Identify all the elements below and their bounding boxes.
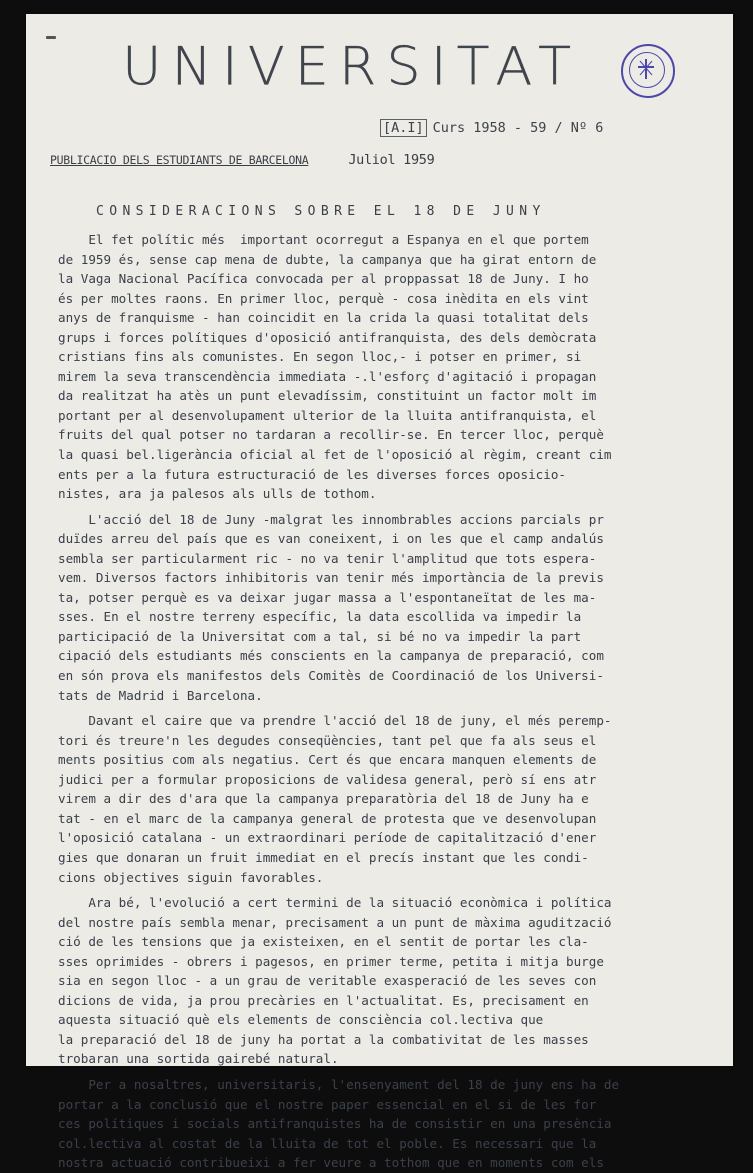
text-line: nostra actuació contribueixi a fer veure a tothom que en moments com els [58,1155,604,1171]
publication-label: PUBLICACIO DELS ESTUDIANTS DE BARCELONA [50,153,309,167]
text-line: sses. En el nostre terreny específic, la data escollida va impedir la [58,609,582,625]
text-line: ents per a la futura estructuració de les diverses forces oposicio- [58,466,566,482]
text-line: és per moltes raons. En primer lloc, perquè - cosa inèdita en els vint [58,290,589,306]
text-line: anys de franquisme - han coincidit en la crida la quasi totalitat dels [58,310,589,326]
text-line: virem a dir des d'ara que la campanya preparatòria del 18 de Juny ha e [58,791,589,807]
text-line: cristians fins als comunistes. En segon lloc,- i potser en primer, si [58,349,582,365]
article-paragraph [58,230,723,504]
text-line: dicions de vida, ja prou precàries en l'actualitat. Es, precisament en [58,992,589,1008]
corner-mark [46,36,56,39]
text-line: sembla ser particularment ric - no va tenir l'amplitud que tots espera- [58,550,597,566]
text-line: duïdes arreu del país que es van coneixent, i on les que el camp andalús [58,531,604,547]
text-line: ta, potser perquè es va deixar jugar massa a l'espontaneïtat de les ma- [58,589,597,605]
article-paragraph [58,1075,723,1173]
text-line: participació de la Universitat com a tal, si bé no va impedir la part [58,628,582,644]
text-line: portar a la conclusió que el nostre paper essencial en el si de les for [58,1096,597,1112]
text-line: tori és treure'n les degudes conseqüències, tant pel que fa als seus el [58,732,597,748]
text-line: L'acció del 18 de Juny -malgrat les innombrables accions parcials pr [58,511,604,527]
text-line: l'oposició catalana - un extraordinari període de capitalització d'ener [58,830,597,846]
text-line: ces polítiques i socials antifranquistes ha de consistir en una presència [58,1116,612,1132]
text-line: la quasi bel.ligerància oficial al fet de l'oposició al règim, creant cim [58,447,612,463]
text-line: Davant el caire que va prendre l'acció del 18 de juny, el més peremp- [58,713,612,729]
issue-tag: [A.I] [380,119,427,137]
publication-line [50,152,434,168]
text-line: cipació dels estudiants més conscients en la campanya de preparació, com [58,648,604,664]
article-paragraph [58,711,723,887]
text-line: de 1959 és, sense cap mena de dubte, la campanya que ha girat entorn de [58,251,597,267]
text-line: Ara bé, l'evolució a cert termini de la situació econòmica i política [58,895,612,911]
text-line: nistes, ara ja palesos als ulls de tothom. [58,486,377,502]
text-line: grups i forces polítiques d'oposició antifranquista, des dels demòcrata [58,329,597,345]
text-line: Per a nosaltres, universitaris, l'ensenyament del 18 de juny ens ha de [58,1076,620,1092]
text-line: la Vaga Nacional Pacífica convocada per al proppassat 18 de Juny. I ho [58,271,589,287]
document-page [26,14,733,1171]
text-line: El fet polític més important ocorregut a Espanya en el que portem [58,232,589,247]
text-line: tat - en el marc de la campanya general de protesta que ve desenvolupan [58,810,597,826]
text-line: aquesta situació què els elements de consciència col.lectiva que [58,1012,544,1028]
text-line: vem. Diversos factors inhibitoris van tenir més importància de la previs [58,570,604,586]
text-line: portant per al desenvolupament ulterior de la lluita antifranquista, el [58,407,597,423]
text-line: gies que donaran un fruit immediat en el precís instant que les condi- [58,849,589,865]
text-line: del nostre país sembla menar, precisament a un punt de màxima agudització [58,914,612,930]
text-line: en són prova els manifestos dels Comitès de Coordinació de los Universi- [58,668,604,684]
text-line: ments positius com als negatius. Cert és que encara manquen elements de [58,752,597,768]
text-line: ció de les tensions que ja existeixen, en el sentit de portar les cla- [58,934,589,950]
text-line: trobaran una sortida gairebé natural. [58,1051,339,1067]
text-line: judici per a formular proposicions de validesa general, però sí ens atr [58,771,597,787]
text-line: cions objectives siguin favorables. [58,869,324,885]
article-paragraph [58,510,723,705]
text-line: fruits del qual potser no tardaran a recollir-se. En tercer lloc, perquè [58,427,604,443]
issue-date: Juliol 1959 [348,152,435,168]
text-line: sses oprimides - obrers i pagesos, en primer terme, petita i mitja burge [58,953,604,969]
text-line: la preparació del 18 de juny ha portat a la combativitat de les masses [58,1031,589,1047]
article-paragraph [58,893,723,1069]
text-line: tats de Madrid i Barcelona. [58,687,263,703]
article-body [58,230,723,1173]
masthead-title: UNIVERSITAT [122,35,582,98]
issue-info [380,120,603,136]
text-line: da realitzat ha atès un punt elevadíssim, constituint un factor molt im [58,388,597,404]
text-line: mirem la seva transcendència immediata -.l'esforç d'agitació i propagan [58,368,597,384]
article-title: CONSIDERACIONS SOBRE EL 18 DE JUNY [96,204,546,219]
issue-course: Curs 1958 - 59 / Nº 6 [432,120,604,136]
text-line: col.lectiva al costat de la lluita de tot el poble. Es necessari que la [58,1135,597,1151]
text-line: sia en segon lloc - a un grau de veritable exasperació de les seves con [58,973,597,989]
library-stamp-icon [621,44,675,98]
